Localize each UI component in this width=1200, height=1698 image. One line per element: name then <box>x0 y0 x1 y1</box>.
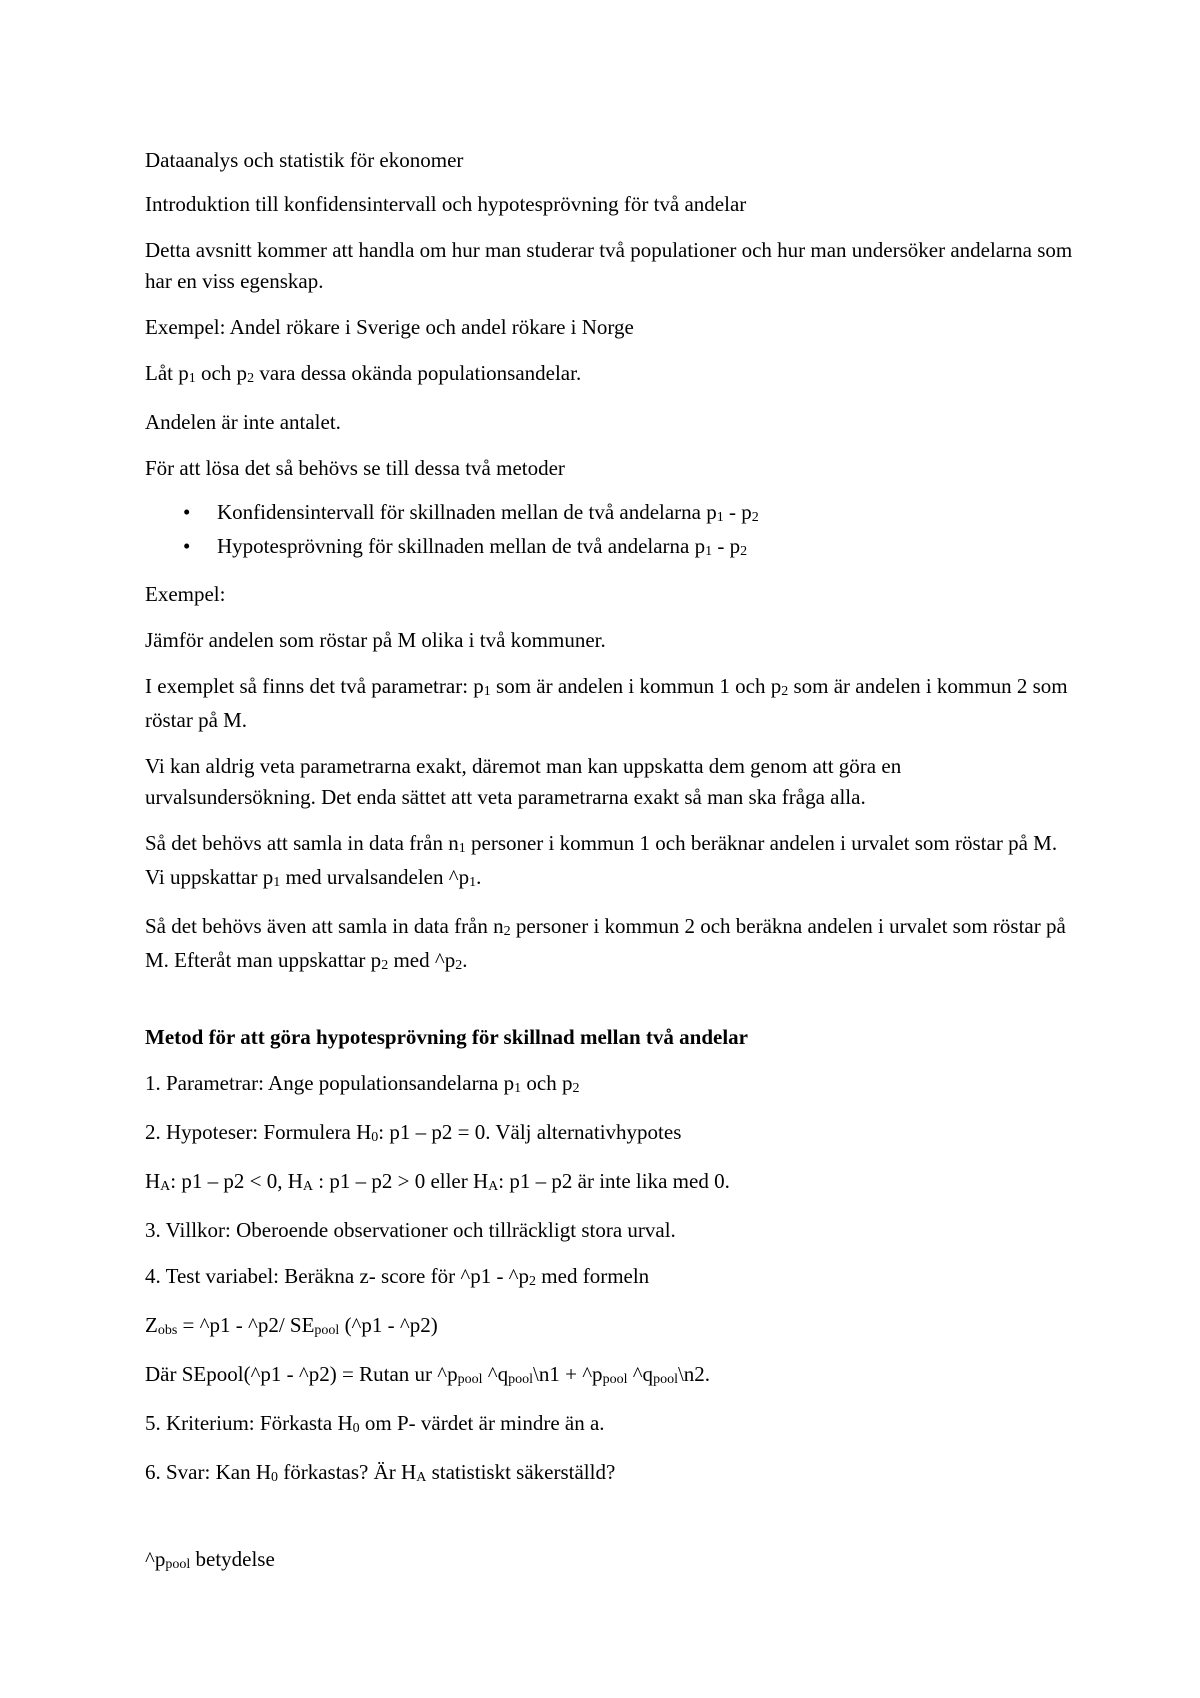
se-pool-formula: Där SEpool(^p1 - ^p2) = Rutan ur $\^{}p_{pool}$ $\^{}q_{pool}\backslash n1$ + $\^{}p_{pool}$ $\^{}q_{pool}\backslash n2$. <box>145 1362 711 1387</box>
example-label: Exempel: <box>145 582 226 606</box>
methods-intro: För att lösa det så behövs se till dessa två metoder <box>145 456 565 480</box>
document-subtitle: Introduktion till konfidensintervall och hypotesprövning för två andelar <box>145 192 747 216</box>
spacer <box>145 1506 1075 1544</box>
list-item: • Konfidensintervall för skillnaden mellan de två andelarna $p_1 - p_2$ <box>145 497 1075 531</box>
step-3: 3. Villkor: Oberoende observationer och tillräckligt stora urval. <box>145 1218 676 1242</box>
step-5: 5. Kriterium: Förkasta $H_0$ om P- värdet är mindre än a. <box>145 1411 605 1436</box>
estimate-paragraph: Vi kan aldrig veta parametrarna exakt, däremot man kan uppskatta dem genom att göra en urvalsundersökning. Det enda sättet att veta parametrarna exakt så man ska fråga alla. <box>145 754 902 809</box>
step-4: 4. Test variabel: Beräkna z- score för ^p1 - $\^{}p_2$ med formeln <box>145 1264 650 1289</box>
parameters-paragraph: I exemplet så finns det två parametrar: $p_1$ som är andelen i kommun 1 och $p_2$ som är andelen i kommun 2 som röstar på M. <box>145 674 1068 732</box>
step-6: 6. Svar: Kan $H_0$ förkastas? Är $H_A$ statistiskt säkerställd? <box>145 1460 616 1485</box>
list-item: • Hypotesprövning för skillnaden mellan de två andelarna $p_1 - p_2$ <box>145 531 1075 565</box>
z-obs-formula: $Z_{obs}$ = ^p1 - ^p2/ $SE_{pool}$ (^p1 - ^p2) <box>145 1313 438 1338</box>
sample2-paragraph: Så det behövs även att samla in data från $n_2$ personer i kommun 2 och beräkna andelen i urvalet som röstar på M. Efteråt man uppskattar $p_2$ med $\^{}p_2$. <box>145 914 1066 973</box>
intro-paragraph: Detta avsnitt kommer att handla om hur man studerar två populationer och hur man undersöker andelarna som har en viss egenskap. <box>145 238 1073 293</box>
document-title: Dataanalys och statistik för ekonomer <box>145 148 464 172</box>
alternative-hypotheses: $H_A$: p1 – p2 < 0, $H_A$ : p1 – p2 > 0 eller $H_A$: p1 – p2 är inte lika med 0. <box>145 1169 730 1194</box>
sample1-paragraph: Så det behövs att samla in data från $n_1$ personer i kommun 1 och beräknar andelen i urvalet som röstar på M. Vi uppskattar $p_1$ med urvalsandelen $\^{}p_1$. <box>145 831 1058 890</box>
example-smokers: Exempel: Andel rökare i Sverige och andel rökare i Norge <box>145 315 634 339</box>
ppool-meaning: $\^{}p_{pool}$ betydelse <box>145 1547 275 1572</box>
proportion-note: Andelen är inte antalet. <box>145 410 341 434</box>
bullet-icon: • <box>183 500 191 524</box>
let-p-paragraph: Låt $p_1$ och $p_2$ vara dessa okända populationsandelar. <box>145 361 582 386</box>
method-heading: Metod för att göra hypotesprövning för skillnad mellan två andelar <box>145 1025 748 1049</box>
step-1: 1. Parametrar: Ange populationsandelarna $p_1$ och $p_2$ <box>145 1071 580 1096</box>
document-page <box>145 145 1075 1593</box>
step-2: 2. Hypoteser: Formulera $H_0$: p1 – p2 = 0. Välj alternativhypotes <box>145 1120 682 1145</box>
methods-list <box>145 497 1075 565</box>
bullet-icon: • <box>183 534 191 558</box>
compare-paragraph: Jämför andelen som röstar på M olika i två kommuner. <box>145 628 606 652</box>
